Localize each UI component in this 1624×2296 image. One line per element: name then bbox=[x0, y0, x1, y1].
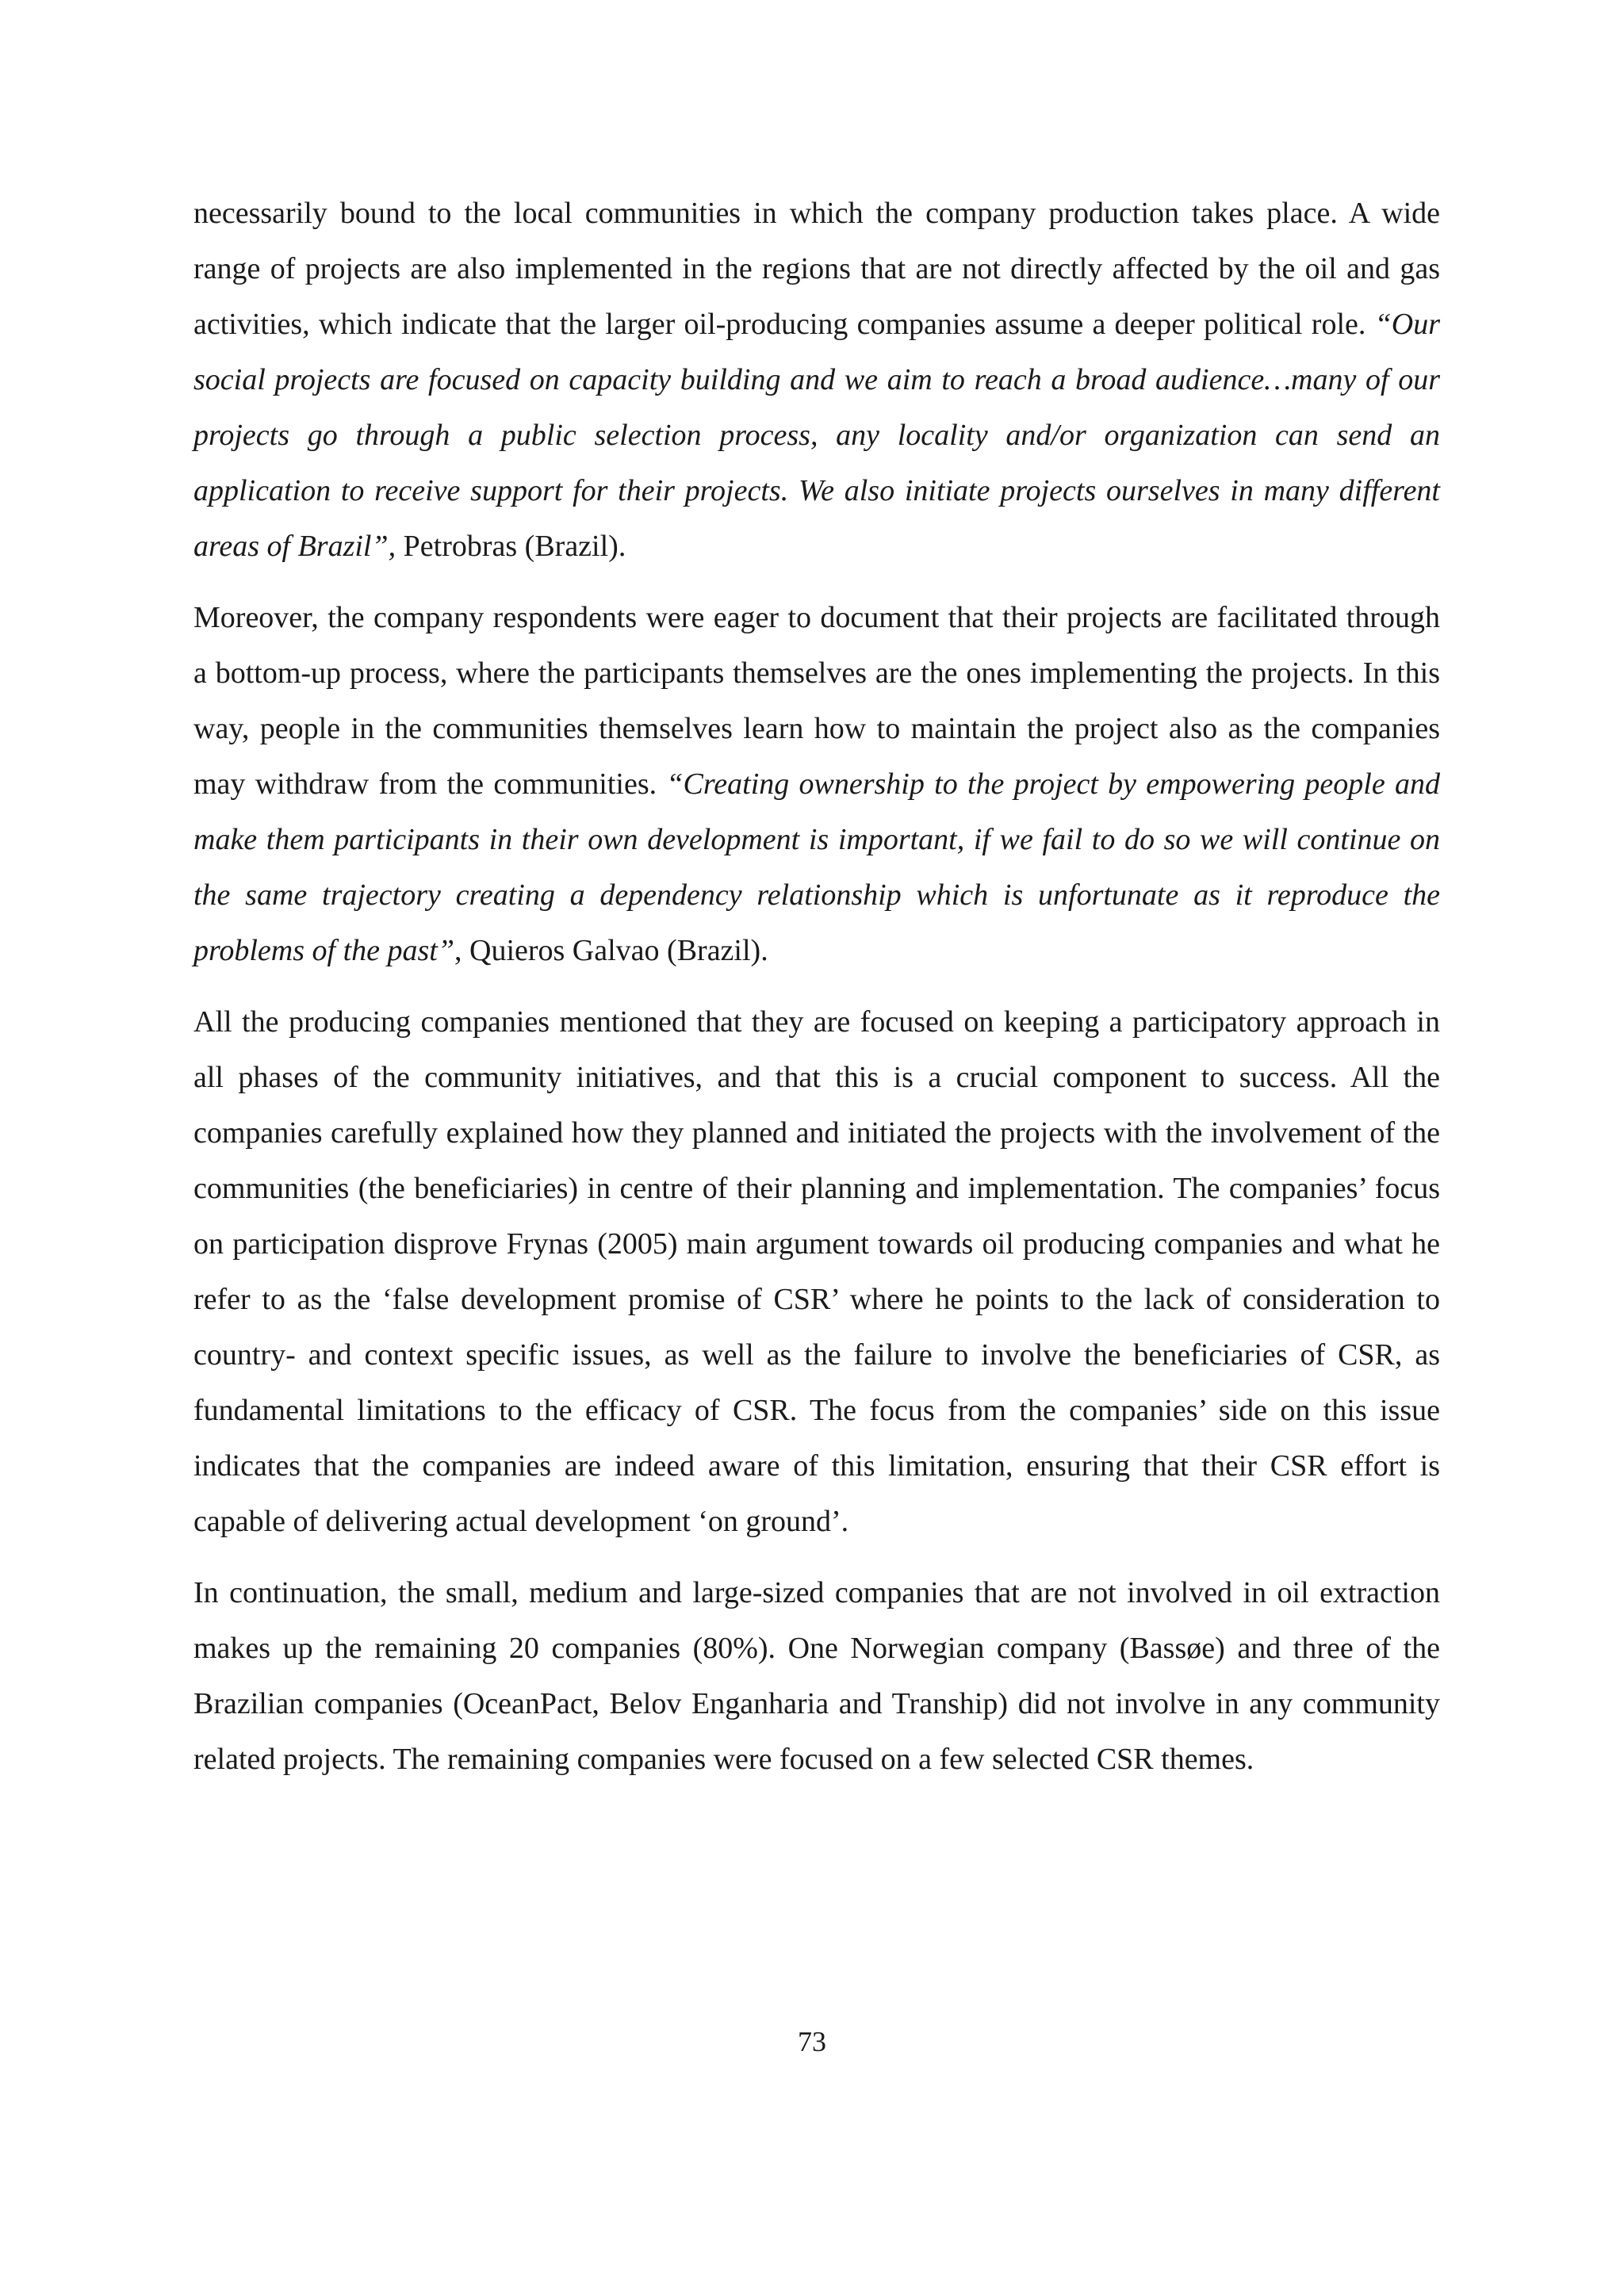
paragraph-1-quote: “Our social projects are focused on capacity building and we aim to reach a broad audience…many of our projects go through a public selection process, any locality and/or organization can send an application to receive support for their projects. We also initiate projects ourselves in many different areas of Brazil”, bbox=[193, 308, 1440, 563]
paragraph-2 bbox=[193, 590, 1440, 978]
paragraph-3-text: All the producing companies mentioned that they are focused on keeping a participatory approach in all phases of the community initiatives, and that this is a crucial component to success. All the companies carefully explained how they planned and initiated the projects with the involvement of the communities (the beneficiaries) in centre of their planning and implementation. The companies’ focus on participation disprove Frynas (2005) main argument towards oil producing companies and what he refer to as the ‘false development promise of CSR’ where he points to the lack of consideration to country- and context specific issues, as well as the failure to involve the beneficiaries of CSR, as fundamental limitations to the efficacy of CSR. The focus from the companies’ side on this issue indicates that the companies are indeed aware of this limitation, ensuring that their CSR effort is capable of delivering actual development ‘on ground’. bbox=[193, 1005, 1440, 1538]
paragraph-3 bbox=[193, 994, 1440, 1549]
paragraph-2-quote: “Creating ownership to the project by empowering people and make them participants in their own development is important, if we fail to do so we will continue on the same trajectory creating a dependency relationship which is unfortunate as it reproduce the problems of the past” bbox=[193, 767, 1440, 967]
paragraph-4 bbox=[193, 1565, 1440, 1787]
paragraph-1-attribution: Petrobras (Brazil). bbox=[396, 530, 626, 563]
paragraph-2-text-a: Moreover, the company respondents were eager to document that their projects are facilitated through a bottom-up process, where the participants themselves are the ones implementing the projects. In this way, people in the communities themselves learn how to maintain the project also as the companies may withdraw from the communities. bbox=[193, 601, 1440, 801]
body-text bbox=[193, 186, 1440, 1803]
paragraph-2-attribution: , Quieros Galvao (Brazil). bbox=[454, 934, 768, 967]
page-number: 73 bbox=[798, 2026, 826, 2057]
paragraph-1-text-a: necessarily bound to the local communities in which the company production takes place. A wide range of projects are also implemented in the regions that are not directly affected by the oil and gas activities, which indicate that the larger oil-producing companies assume a deeper political role. bbox=[193, 197, 1440, 341]
paragraph-1 bbox=[193, 186, 1440, 574]
paragraph-4-text: In continuation, the small, medium and large-sized companies that are not involved in oil extraction makes up the remaining 20 companies (80%). One Norwegian company (Bassøe) and three of the Brazilian companies (OceanPact, Belov Enganharia and Tranship) did not involve in any community related projects. The remaining companies were focused on a few selected CSR themes. bbox=[193, 1576, 1440, 1776]
